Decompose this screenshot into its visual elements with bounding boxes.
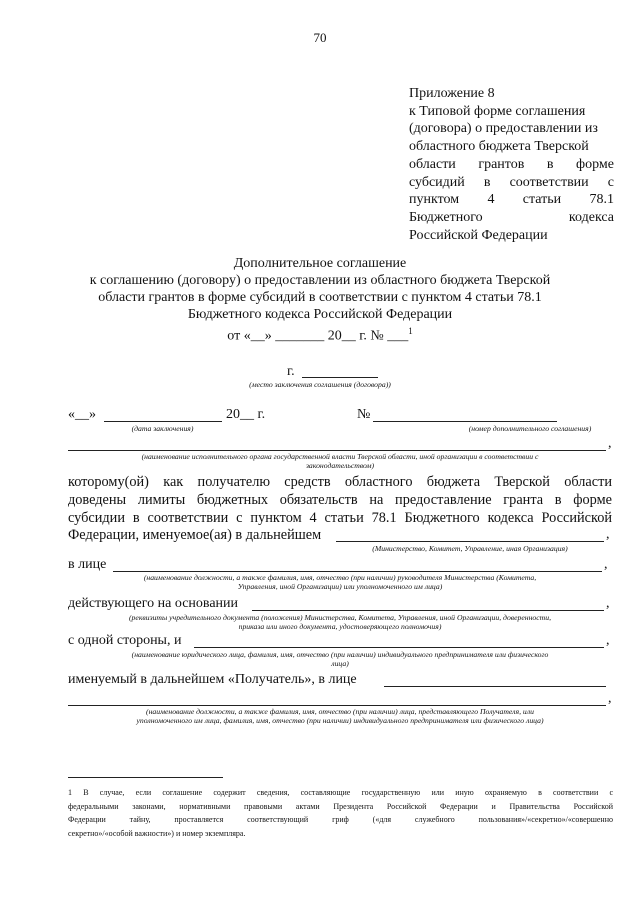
- title-date-text: от «__» _______ 20__ г. № ___: [227, 328, 409, 344]
- recipient-note-line: (наименование должности, а также фамилия, имя, отчество (при наличии) лица, представляющего Получателя, или: [146, 707, 534, 716]
- date-year: 20__ г.: [226, 407, 266, 422]
- executor-note: [68, 452, 612, 471]
- number-sign: №: [357, 407, 371, 422]
- date-note: (дата заключения): [131, 424, 194, 433]
- basis-field[interactable]: [252, 610, 604, 611]
- body-line-named: Федерации, именуемое(ая) в дальнейшем: [68, 527, 322, 543]
- appendix-word: с: [607, 174, 614, 190]
- appendix-word: форме: [576, 156, 614, 172]
- appendix-line-justified: [409, 209, 614, 227]
- appendix-word: грантов: [478, 156, 525, 172]
- title-line: к соглашению (договору) о предоставлении из областного бюджета Тверской: [89, 273, 551, 288]
- one-side-note-line: (наименование юридического лица, фамилия, имя, отчество (при наличии) индивидуального предпринимателя или физического: [131, 650, 549, 659]
- number-note: (номер дополнительного соглашения): [468, 424, 592, 433]
- counterparty-field[interactable]: [194, 647, 604, 648]
- body-paragraph: [68, 473, 612, 527]
- footnote: [68, 786, 613, 840]
- place-field[interactable]: [302, 377, 378, 378]
- document-title: [60, 255, 580, 345]
- face-field[interactable]: [113, 571, 602, 572]
- face-note: [68, 573, 612, 592]
- one-side-note: [68, 650, 612, 669]
- named-as-comma: ,: [606, 527, 610, 542]
- one-side-label: с одной стороны, и: [68, 633, 182, 648]
- appendix-word: кодекса: [568, 209, 614, 225]
- appendix-line: к Типовой форме соглашения: [409, 103, 586, 119]
- title-line: Дополнительное соглашение: [233, 256, 407, 271]
- executor-note-line: (наименование исполнительного органа государственной власти Тверской области, иной организации в соответствии с: [141, 452, 539, 461]
- basis-comma: ,: [606, 596, 610, 611]
- appendix-word: 4: [487, 192, 495, 208]
- executor-note-line: законодательством): [305, 461, 375, 471]
- footnote-line: 1 В случае, если соглашение содержит сведения, составляющие государственную или иную охраняемую в соответствии с: [68, 788, 613, 797]
- title-line: области грантов в форме субсидий в соответствии с пунктом 4 статьи 78.1: [98, 290, 542, 305]
- appendix-word: пунктом: [409, 192, 460, 208]
- recipient-comma: ,: [608, 691, 612, 706]
- appendix-line: (договора) о предоставлении из: [409, 121, 598, 137]
- appendix-line: Российской Федерации: [409, 227, 548, 243]
- footnote-line: федеральными законами, нормативными правовыми актами Президента Российской Федерации и Правительства Российской: [68, 801, 613, 811]
- appendix-word: области: [409, 156, 456, 172]
- executor-field[interactable]: [68, 450, 606, 451]
- appendix-word: соответствии: [509, 174, 589, 190]
- recipient-person-field[interactable]: [384, 686, 606, 687]
- appendix-word: 78.1: [589, 192, 614, 208]
- appendix-line-justified: [409, 156, 614, 174]
- body-line: субсидии в соответствии с пунктом 4 статьи 78.1 Бюджетного кодекса Российской: [68, 510, 612, 526]
- basis-note-line: приказа или иного документа, удостоверяющего полномочия): [238, 622, 442, 632]
- executor-comma: ,: [608, 436, 612, 451]
- appendix-word: в: [546, 156, 554, 172]
- body-line: которому(ой) как получателю средств областного бюджета Тверской области: [68, 474, 612, 490]
- date-day: «__»: [68, 407, 96, 422]
- footnote-line: секретно»/«особой важности») и номер экземпляра.: [68, 828, 246, 838]
- one-side-comma: ,: [606, 633, 610, 648]
- basis-note-line: (реквизиты учредительного документа (положения) Министерства, Комитета, Управления, иной Организации, доверенности,: [129, 613, 551, 622]
- appendix-word: в: [483, 174, 491, 190]
- recipient-note: [68, 707, 612, 726]
- appendix-word: статьи: [522, 192, 562, 208]
- basis-label: действующего на основании: [68, 596, 239, 611]
- body-line: доведены лимиты бюджетных обязательств на предоставление гранта в форме: [68, 492, 612, 508]
- appendix-word: Бюджетного: [409, 209, 483, 225]
- recipient-label: именуемый в дальнейшем «Получатель», в лице: [68, 672, 357, 687]
- appendix-word: субсидий: [409, 174, 465, 190]
- appendix-line-justified: [409, 174, 614, 192]
- footnote-mark: 1: [408, 326, 413, 336]
- page-number: 70: [313, 30, 327, 45]
- date-month-field[interactable]: [104, 421, 222, 422]
- footnote-line: Федерации тайну, проставляется соответствующий гриф («для служебного пользования»/«секретно»/«совершенно: [68, 815, 613, 824]
- place-prefix: г.: [287, 364, 295, 379]
- appendix-line: Приложение 8: [409, 86, 495, 101]
- place-note: (место заключения соглашения (договора)): [249, 380, 391, 389]
- appendix-line-justified: [409, 191, 614, 209]
- recipient-note-line: уполномоченного им лица, фамилия, имя, отчество (при наличии) индивидуального предпринимателя или физического лица): [136, 716, 544, 726]
- title-date-line: [60, 323, 580, 345]
- basis-note: [68, 613, 612, 632]
- face-note-line: (наименование должности, а также фамилия, имя, отчество (при наличии) руководителя Министерства (Комитета,: [143, 573, 537, 582]
- title-line: Бюджетного кодекса Российской Федерации: [187, 307, 453, 322]
- one-side-note-line: лица): [331, 659, 349, 669]
- appendix-line: областного бюджета Тверской: [409, 139, 589, 155]
- recipient-person-field-2[interactable]: [68, 705, 606, 706]
- named-as-field[interactable]: [336, 541, 604, 542]
- face-label: в лице: [68, 557, 107, 572]
- face-comma: ,: [604, 557, 608, 572]
- footnote-separator: [68, 777, 223, 778]
- ministry-note: (Министерство, Комитет, Управление, иная Организация): [372, 544, 568, 553]
- face-note-line: Управления, иной Организации) или уполномоченного им лица): [237, 582, 443, 592]
- appendix-block: [409, 85, 614, 244]
- agreement-number-field[interactable]: [373, 421, 557, 422]
